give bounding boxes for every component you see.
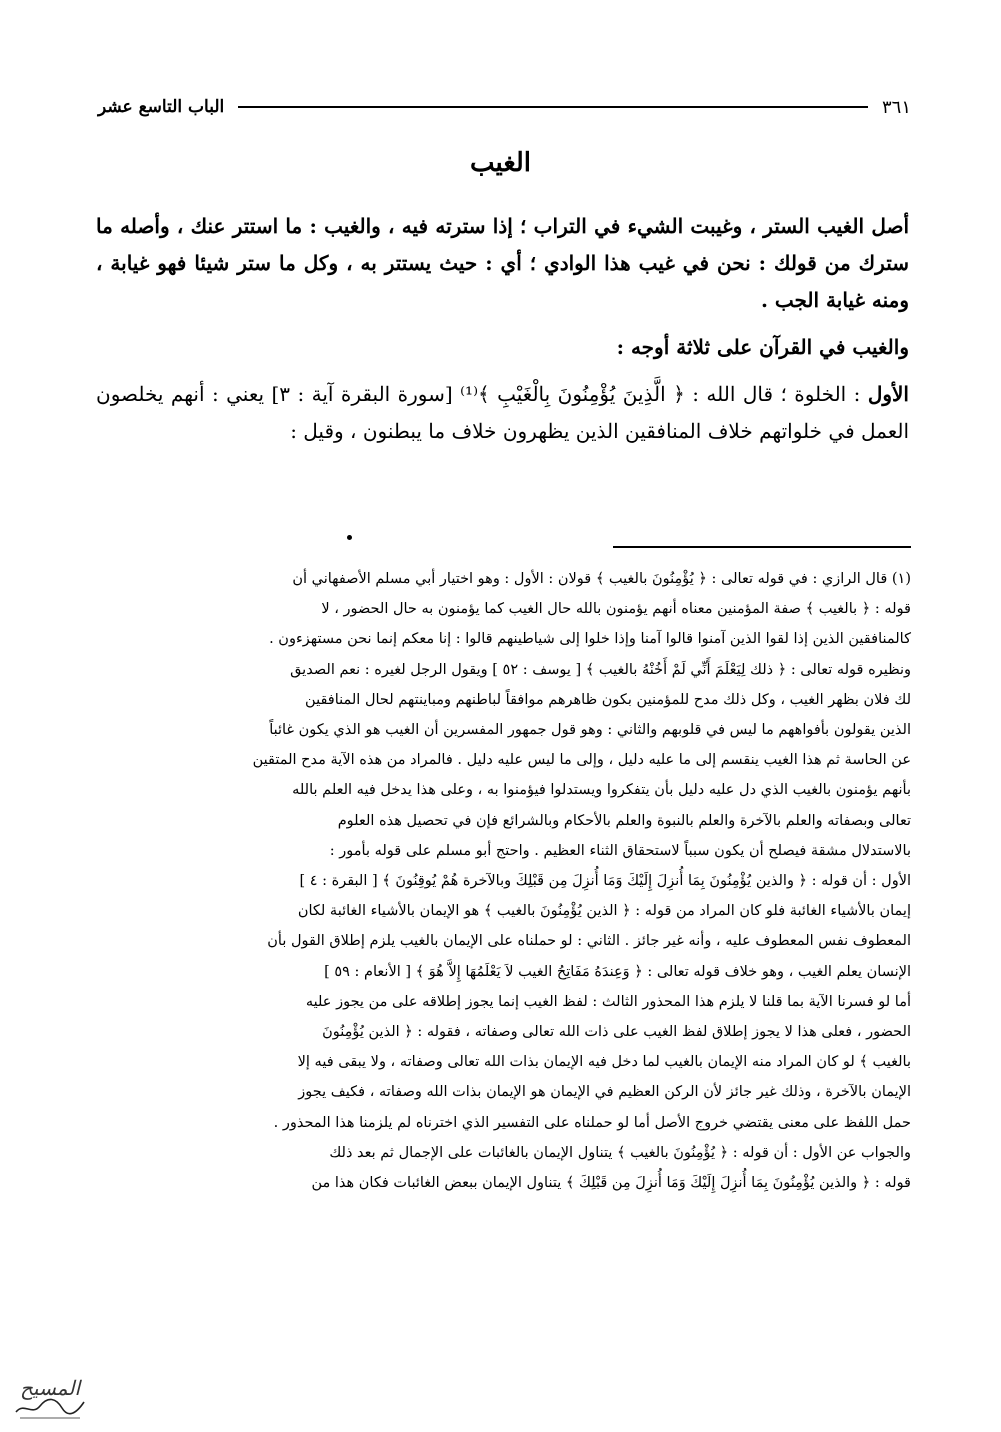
footnote-line: ونظيره قوله تعالى : ﴿ ذلك لِيَعْلَمَ أَنِّي لَمْ أَخُنْهُ بالغيب ﴾ [ يوسف : ٥٢ ] ويقول الرجل لغيره : نعم الصديق [290,661,911,678]
footnote-line: الإيمان بالآخرة ، وذلك غير جائز لأن الركن العظيم في الإيمان هو الإيمان بذات الله وصفاته ، فكيف يجوز [298,1084,911,1101]
paragraph-first-aspect [96,376,909,450]
footnote-line: بالاستدلال مشقة فيصلح أن يكون سبباً لاستحقاق الثناء العظيم . واحتج أبو مسلم على قوله بأمور : [329,842,911,859]
paragraph-definition: أصل الغيب الستر ، وغيبت الشيء في التراب ؛ إذا سترته فيه ، والغيب : ما استتر عنك ، وأصله ما سترك من قولك : نحن في غيب هذا الوادي ؛ أي : حيث يستتر به ، وكل ما ستر شيئا فهو غيابة ، ومنه غيابة الجب . [96,214,910,312]
footnote-line: الذين يقولون بأفواههم ما ليس في قلوبهم والثاني : وهو قول جمهور المفسرين أن الغيب هو الذي يكون غائباً [269,722,911,739]
chapter-title: الباب التاسع عشر [98,97,225,117]
footnote-separator [613,546,911,548]
footnote-line: بالغيب ﴾ لو كان المراد منه الإيمان بالغيب لما دخل فيه الإيمان بذات الله تعالى وصفاته ، ولا يبقى فيه إلا [297,1054,911,1071]
footnote-line: (١) قال الرازي : في قوله تعالى : ﴿ يُؤْمِنُونَ بالغيب ﴾ قولان : الأول : وهو اختيار أبي مسلم الأصفهاني أن [292,571,911,587]
page-number: ٣٦١ [881,96,911,118]
footnote-line: إيمان بالأشياء الغائبة فلو كان المراد من قوله : ﴿ الذين يُؤْمِنُونَ بالغيب ﴾ هو الإيمان بالأشياء الغائبة لكان [297,903,911,920]
footnote-line: بأنهم يؤمنون بالغيب الذي دل عليه دليل بأن يتفكروا ويستدلوا فيؤمنوا به ، وعلى هذا يدخل فيه العلم بالله [292,782,911,799]
footnotes [98,564,911,1198]
footnote-line: لك فلان بظهر الغيب ، وكل ذلك مدح للمؤمنين بكون ظاهرهم موافقاً لباطنهم ومباينتهم لحال المنافقين [305,691,911,708]
footnote-line: قوله : ﴿ والذين يُؤْمِنُونَ بِمَا أُنزِلَ إِلَيْكَ وَمَا أُنزِلَ مِن قَبْلِكَ ﴾ يتناول الإيمان ببعض الغائبات فكان هذا من [311,1175,911,1192]
footnote-line: عن الحاسة ثم هذا الغيب ينقسم إلى ما عليه دليل ، وإلى ما ليس عليه دليل . فالمراد من هذه الآية مدح المتقين [252,752,911,769]
paragraph-aspects-intro: والغيب في القرآن على ثلاثة أوجه : [616,335,909,359]
footnote-line: قوله : ﴿ بالغيب ﴾ صفة المؤمنين معناه أنهم يؤمنون بالله حال الغيب كما يؤمنون به حال الحضور ، لا [321,601,911,618]
footnote-line: الحضور ، فعلى هذا لا يجوز إطلاق لفظ الغيب على ذات الله تعالى وصفاته ، فقوله : ﴿ الذين يُؤْمِنُونَ [322,1024,911,1041]
footnote-line: المعطوف نفس المعطوف عليه ، وأنه غير جائز . الثاني : لو حملناه على الإيمان بالغيب يلزم إطلاق القول بأن [267,933,911,950]
footnote-line: كالمنافقين الذين إذا لقوا الذين آمنوا قالوا آمنا وإذا خلوا إلى شياطينهم قالوا : إنا معكم إنما نحن مستهزءون . [269,631,911,648]
running-header [98,92,911,122]
section-title: الغيب [469,148,532,178]
ink-dot [347,535,352,540]
footnote-line: حمل اللفظ على معنى يقتضي خروج الأصل أما لو حملناه على التفسير الذي اخترناه لم يلزمنا هذا المحذور . [273,1114,911,1131]
watermark-text: المسيح [20,1376,80,1400]
footnote-line: الإنسان يعلم الغيب ، وهو خلاف قوله تعالى : ﴿ وَعِندَهُ مَفَاتِحُ الغيب لاَ يَعْلَمُهَا إِلاَّ هُوَ ﴾ [ الأنعام : ٥٩ ] [324,963,911,980]
main-text [96,208,909,460]
first-aspect-text: : الخلوة ؛ قال الله : ﴿ الَّذِينَ يُؤْمِنُونَ بِالْغَيْبِ ﴾⁽¹⁾ [سورة البقرة آية : ٣] يعني : أنهم يخلصون العمل في خلواتهم خلاف المنافقين الذين يظهرون خلاف ما يبطنون ، وقيل : [96,382,909,443]
footnote-line: الأول : أن قوله : ﴿ والذين يُؤْمِنُونَ بِمَا أُنزِلَ إِلَيْكَ وَمَا أُنزِلَ مِن قَبْلِكَ وبالآخرة هُمْ يُوقِنُونَ ﴾ [ البقرة : ٤ ] [299,873,911,890]
header-rule [238,106,868,108]
footnote-line: والجواب عن الأول : أن قوله : ﴿ يُؤْمِنُونَ بالغيب ﴾ يتناول الإيمان بالغائبات على الإجمال ثم بعد ذلك [329,1144,911,1161]
footnote-line: تعالى وبصفاته والعلم بالآخرة والعلم بالنبوة والعلم بالأحكام وبالشرائع فإن في تحصيل هذه العلوم [337,812,911,829]
footnote-line: أما لو فسرنا الآية بما قلنا لا يلزم هذا المحذور الثالث : لفظ الغيب إنما يجوز إطلاقه على من يجوز عليه [305,993,911,1010]
first-aspect-label: الأول [867,382,909,406]
